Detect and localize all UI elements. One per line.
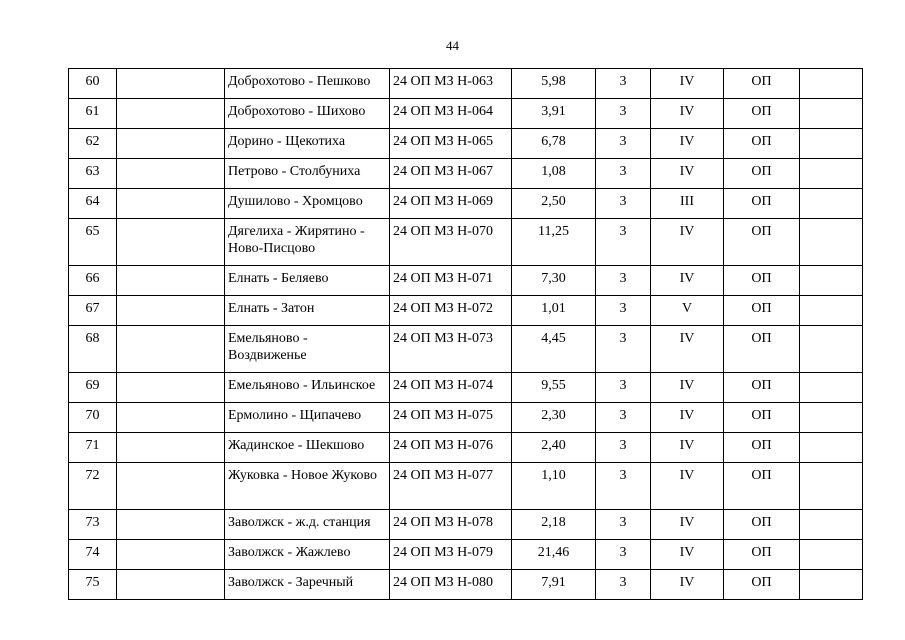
road-type-cell: ОП — [724, 510, 800, 540]
row-number-cell: 70 — [69, 403, 117, 433]
road-lanes-cell: 3 — [596, 403, 651, 433]
road-lanes-cell: 3 — [596, 510, 651, 540]
road-category-cell: IV — [651, 326, 724, 373]
empty-cell — [800, 403, 863, 433]
road-code-cell: 24 ОП МЗ Н-076 — [390, 433, 512, 463]
road-code-cell: 24 ОП МЗ Н-075 — [390, 403, 512, 433]
road-type-cell: ОП — [724, 570, 800, 600]
row-number-cell: 72 — [69, 463, 117, 510]
road-type-cell: ОП — [724, 219, 800, 266]
empty-cell — [117, 463, 225, 510]
empty-cell — [800, 463, 863, 510]
road-name-cell: Дорино - Щекотиха — [225, 129, 390, 159]
road-category-cell: IV — [651, 540, 724, 570]
road-lanes-cell: 3 — [596, 540, 651, 570]
table-row — [69, 189, 863, 219]
table-row — [69, 266, 863, 296]
row-number-cell: 65 — [69, 219, 117, 266]
road-type-cell: ОП — [724, 403, 800, 433]
road-name-cell: Заволжск - Заречный — [225, 570, 390, 600]
empty-cell — [800, 540, 863, 570]
empty-cell — [117, 433, 225, 463]
table-row — [69, 219, 863, 266]
road-type-cell: ОП — [724, 326, 800, 373]
road-code-cell: 24 ОП МЗ Н-079 — [390, 540, 512, 570]
table-row — [69, 463, 863, 510]
road-code-cell: 24 ОП МЗ Н-077 — [390, 463, 512, 510]
road-category-cell: IV — [651, 159, 724, 189]
empty-cell — [800, 159, 863, 189]
road-type-cell: ОП — [724, 433, 800, 463]
empty-cell — [800, 69, 863, 99]
road-category-cell: III — [651, 189, 724, 219]
road-length-cell: 5,98 — [512, 69, 596, 99]
road-length-cell: 1,08 — [512, 159, 596, 189]
road-type-cell: ОП — [724, 159, 800, 189]
empty-cell — [117, 296, 225, 326]
empty-cell — [800, 510, 863, 540]
empty-cell — [800, 129, 863, 159]
road-length-cell: 7,91 — [512, 570, 596, 600]
empty-cell — [800, 570, 863, 600]
road-category-cell: IV — [651, 129, 724, 159]
row-number-cell: 68 — [69, 326, 117, 373]
empty-cell — [800, 266, 863, 296]
empty-cell — [800, 219, 863, 266]
row-number-cell: 60 — [69, 69, 117, 99]
road-code-cell: 24 ОП МЗ Н-067 — [390, 159, 512, 189]
road-code-cell: 24 ОП МЗ Н-071 — [390, 266, 512, 296]
roads-table — [68, 68, 863, 600]
road-length-cell: 11,25 — [512, 219, 596, 266]
road-lanes-cell: 3 — [596, 373, 651, 403]
empty-cell — [117, 99, 225, 129]
empty-cell — [117, 403, 225, 433]
road-lanes-cell: 3 — [596, 219, 651, 266]
road-code-cell: 24 ОП МЗ Н-072 — [390, 296, 512, 326]
table-row — [69, 433, 863, 463]
road-name-cell: Доброхотово - Шихово — [225, 99, 390, 129]
road-name-cell: Жуковка - Новое Жуково — [225, 463, 390, 510]
road-lanes-cell: 3 — [596, 433, 651, 463]
road-category-cell: IV — [651, 219, 724, 266]
table-row — [69, 570, 863, 600]
empty-cell — [117, 373, 225, 403]
row-number-cell: 62 — [69, 129, 117, 159]
road-code-cell: 24 ОП МЗ Н-069 — [390, 189, 512, 219]
road-category-cell: IV — [651, 463, 724, 510]
road-code-cell: 24 ОП МЗ Н-073 — [390, 326, 512, 373]
road-name-cell: Елнать - Затон — [225, 296, 390, 326]
road-type-cell: ОП — [724, 266, 800, 296]
road-lanes-cell: 3 — [596, 99, 651, 129]
road-lanes-cell: 3 — [596, 326, 651, 373]
row-number-cell: 66 — [69, 266, 117, 296]
road-category-cell: IV — [651, 403, 724, 433]
road-lanes-cell: 3 — [596, 129, 651, 159]
empty-cell — [117, 570, 225, 600]
empty-cell — [117, 540, 225, 570]
table-row — [69, 159, 863, 189]
road-category-cell: IV — [651, 69, 724, 99]
road-type-cell: ОП — [724, 373, 800, 403]
row-number-cell: 61 — [69, 99, 117, 129]
empty-cell — [117, 69, 225, 99]
road-length-cell: 9,55 — [512, 373, 596, 403]
road-code-cell: 24 ОП МЗ Н-078 — [390, 510, 512, 540]
row-number-cell: 67 — [69, 296, 117, 326]
empty-cell — [117, 159, 225, 189]
road-code-cell: 24 ОП МЗ Н-074 — [390, 373, 512, 403]
road-length-cell: 2,30 — [512, 403, 596, 433]
road-category-cell: IV — [651, 510, 724, 540]
road-lanes-cell: 3 — [596, 266, 651, 296]
row-number-cell: 64 — [69, 189, 117, 219]
road-type-cell: ОП — [724, 463, 800, 510]
table-row — [69, 129, 863, 159]
road-category-cell: IV — [651, 373, 724, 403]
road-code-cell: 24 ОП МЗ Н-063 — [390, 69, 512, 99]
road-category-cell: IV — [651, 433, 724, 463]
road-lanes-cell: 3 — [596, 296, 651, 326]
road-code-cell: 24 ОП МЗ Н-065 — [390, 129, 512, 159]
table-row — [69, 69, 863, 99]
page-number: 44 — [446, 38, 459, 53]
empty-cell — [800, 189, 863, 219]
road-type-cell: ОП — [724, 189, 800, 219]
road-length-cell: 6,78 — [512, 129, 596, 159]
road-length-cell: 4,45 — [512, 326, 596, 373]
road-name-cell: Емельяново - Ильинское — [225, 373, 390, 403]
road-lanes-cell: 3 — [596, 463, 651, 510]
road-name-cell: Петрово - Столбуниха — [225, 159, 390, 189]
road-length-cell: 2,18 — [512, 510, 596, 540]
row-number-cell: 73 — [69, 510, 117, 540]
row-number-cell: 74 — [69, 540, 117, 570]
table-row — [69, 99, 863, 129]
empty-cell — [800, 296, 863, 326]
road-name-cell: Дягелиха - Жирятино - Ново-Писцово — [225, 219, 390, 266]
table-row — [69, 326, 863, 373]
empty-cell — [800, 99, 863, 129]
road-length-cell: 7,30 — [512, 266, 596, 296]
road-type-cell: ОП — [724, 296, 800, 326]
road-name-cell: Емельяново - Воздвиженье — [225, 326, 390, 373]
table-row — [69, 403, 863, 433]
road-lanes-cell: 3 — [596, 159, 651, 189]
road-category-cell: IV — [651, 266, 724, 296]
road-type-cell: ОП — [724, 540, 800, 570]
road-lanes-cell: 3 — [596, 69, 651, 99]
road-length-cell: 3,91 — [512, 99, 596, 129]
road-code-cell: 24 ОП МЗ Н-070 — [390, 219, 512, 266]
road-type-cell: ОП — [724, 69, 800, 99]
road-name-cell: Душилово - Хромцово — [225, 189, 390, 219]
road-category-cell: IV — [651, 570, 724, 600]
row-number-cell: 71 — [69, 433, 117, 463]
table-row — [69, 296, 863, 326]
empty-cell — [117, 326, 225, 373]
road-category-cell: IV — [651, 99, 724, 129]
empty-cell — [117, 189, 225, 219]
table-row — [69, 510, 863, 540]
road-name-cell: Ермолино - Щипачево — [225, 403, 390, 433]
road-name-cell: Заволжск - ж.д. станция — [225, 510, 390, 540]
road-name-cell: Заволжск - Жажлево — [225, 540, 390, 570]
road-type-cell: ОП — [724, 99, 800, 129]
roads-table-body — [69, 69, 863, 600]
road-name-cell: Жадинское - Шекшово — [225, 433, 390, 463]
empty-cell — [117, 219, 225, 266]
road-length-cell: 21,46 — [512, 540, 596, 570]
empty-cell — [117, 129, 225, 159]
road-type-cell: ОП — [724, 129, 800, 159]
road-length-cell: 2,50 — [512, 189, 596, 219]
table-row — [69, 540, 863, 570]
road-name-cell: Доброхотово - Пешково — [225, 69, 390, 99]
row-number-cell: 69 — [69, 373, 117, 403]
table-row — [69, 373, 863, 403]
road-lanes-cell: 3 — [596, 570, 651, 600]
empty-cell — [117, 266, 225, 296]
row-number-cell: 63 — [69, 159, 117, 189]
empty-cell — [117, 510, 225, 540]
road-lanes-cell: 3 — [596, 189, 651, 219]
road-length-cell: 2,40 — [512, 433, 596, 463]
empty-cell — [800, 326, 863, 373]
road-length-cell: 1,10 — [512, 463, 596, 510]
empty-cell — [800, 373, 863, 403]
empty-cell — [800, 433, 863, 463]
row-number-cell: 75 — [69, 570, 117, 600]
road-category-cell: V — [651, 296, 724, 326]
road-name-cell: Елнать - Беляево — [225, 266, 390, 296]
road-code-cell: 24 ОП МЗ Н-080 — [390, 570, 512, 600]
road-length-cell: 1,01 — [512, 296, 596, 326]
road-code-cell: 24 ОП МЗ Н-064 — [390, 99, 512, 129]
